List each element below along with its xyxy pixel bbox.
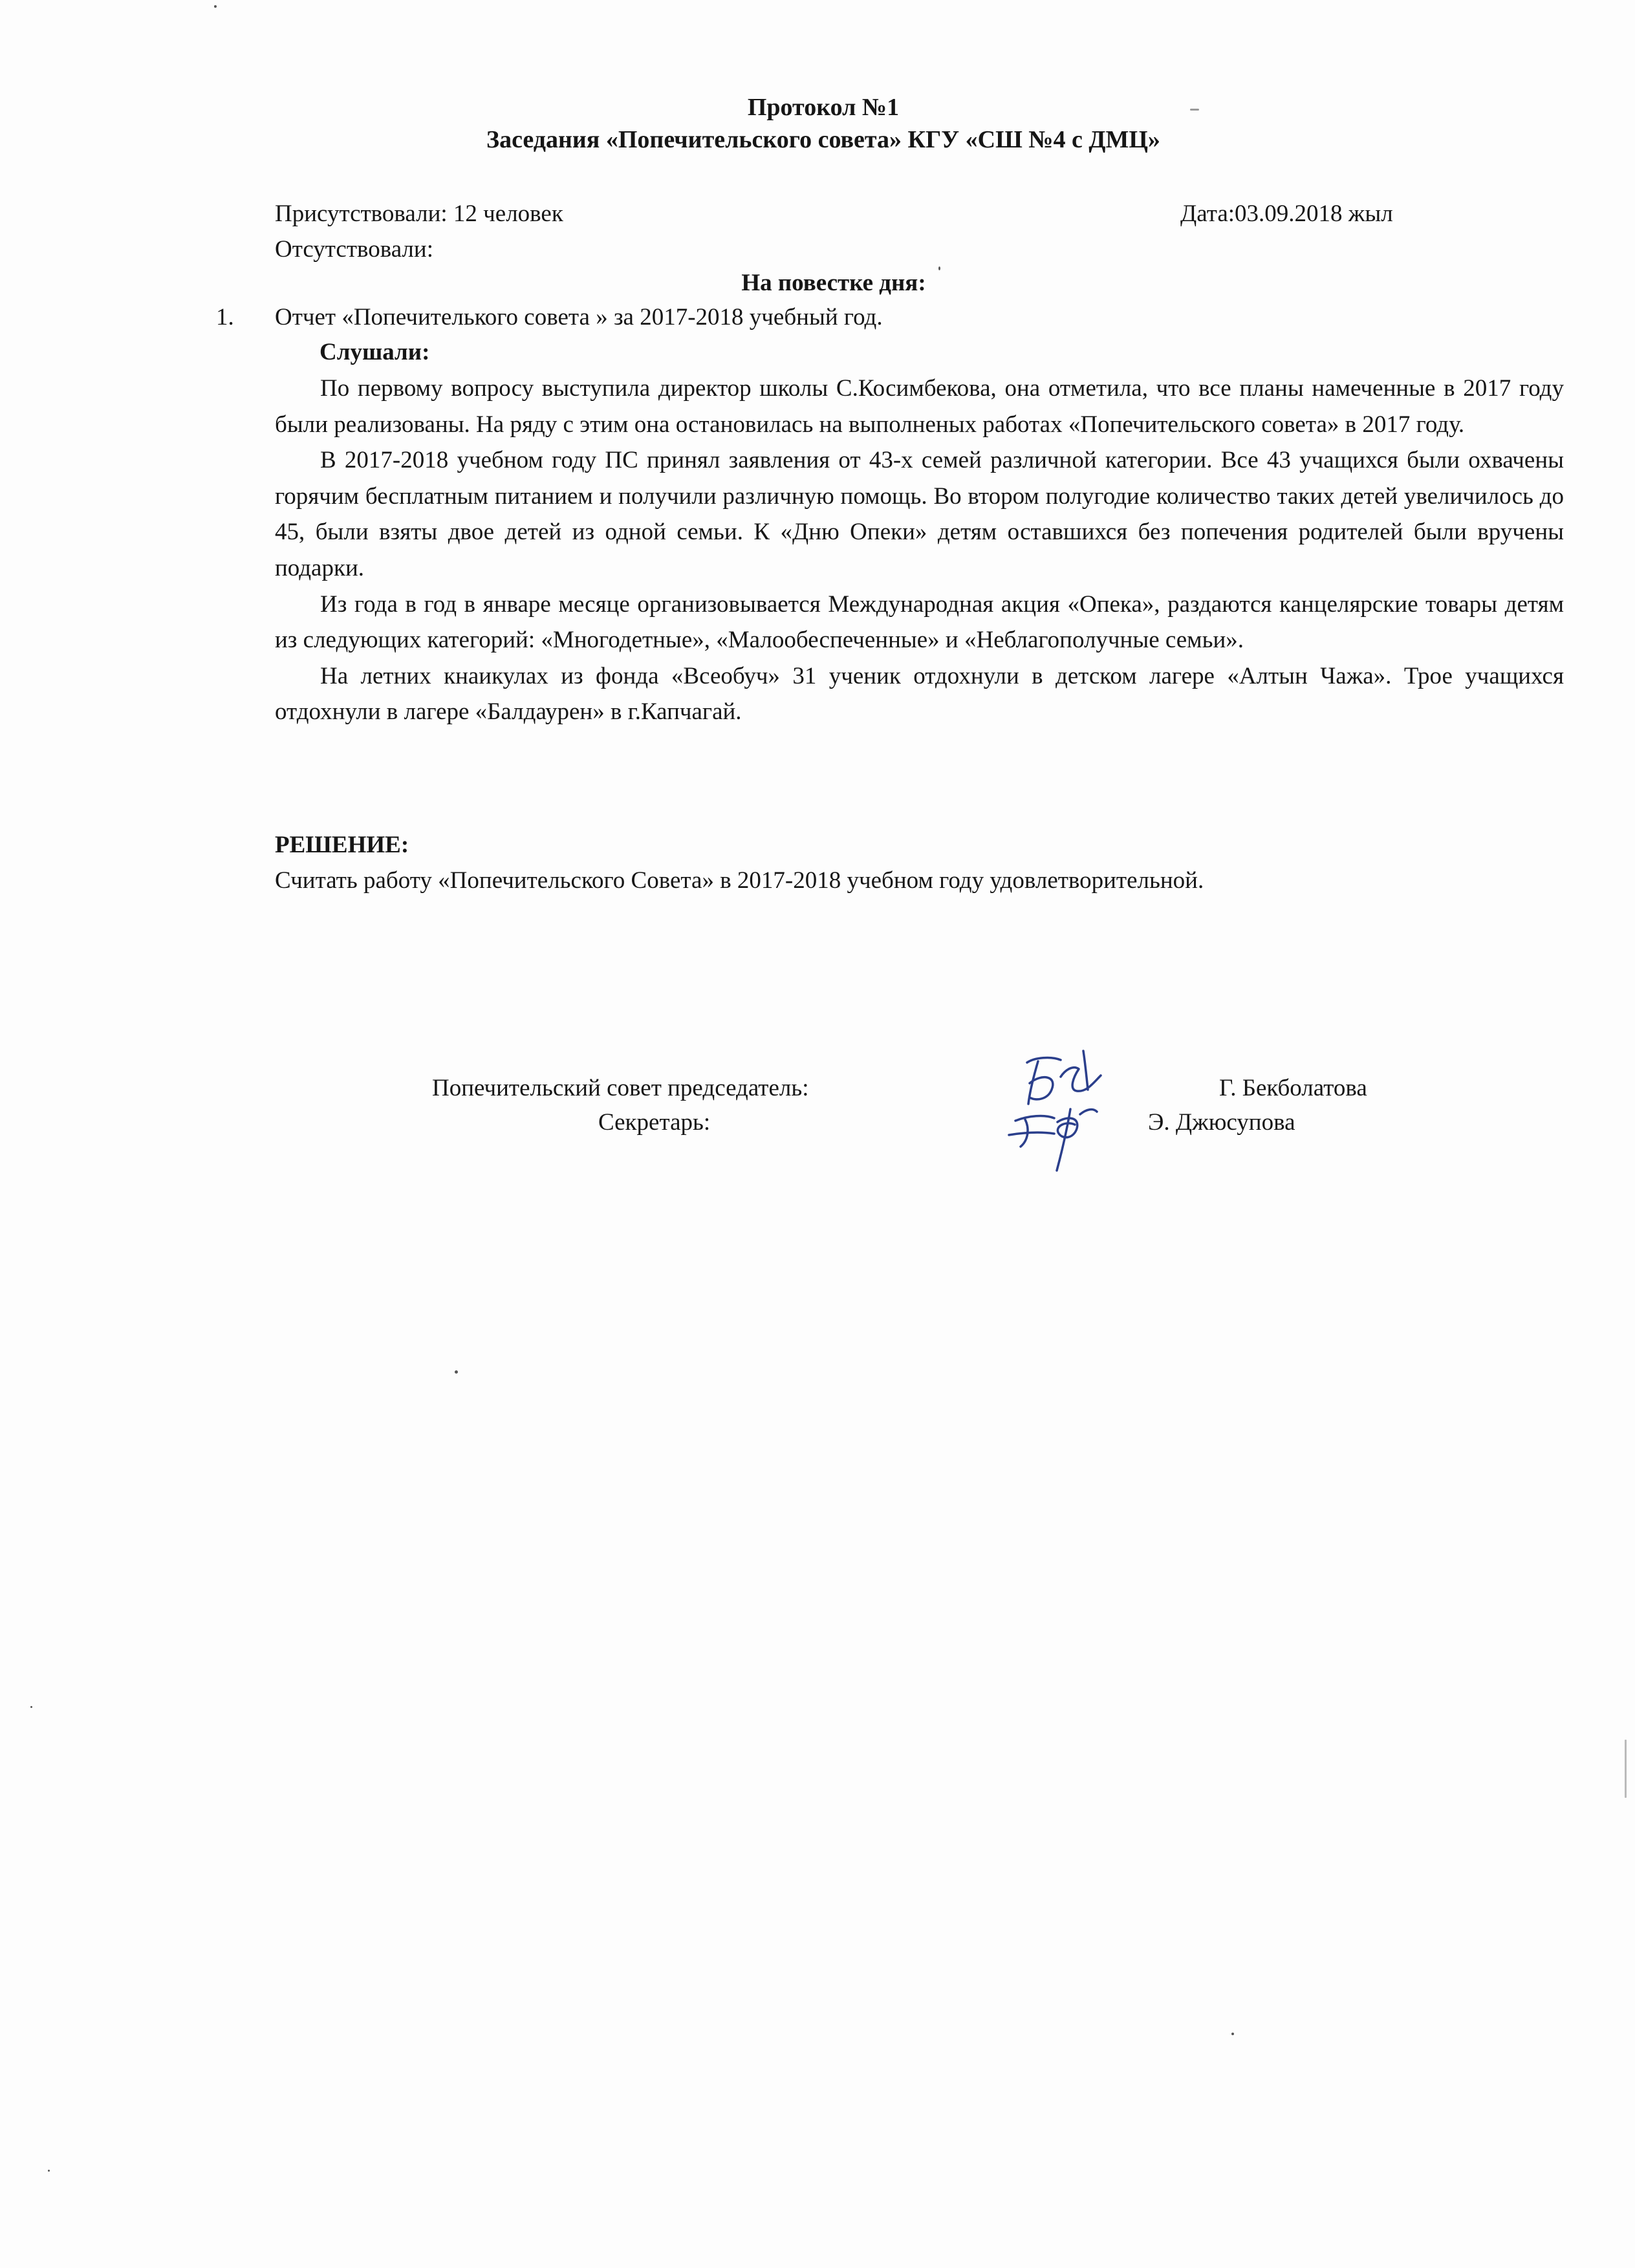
- scan-speck: [1625, 1740, 1627, 1798]
- heard-paragraph: Из года в год в январе месяце организовывается Международная акция «Опека», раздаются канцелярские товары детям из следующих категорий: «Многодетные», «Малообеспеченные» и «Неблагополучные семьи».: [275, 590, 1564, 654]
- secretary-name: Э. Джюсупова: [1148, 1109, 1295, 1136]
- chair-name: Г. Бекболатова: [1219, 1075, 1367, 1101]
- handwritten-signature: [990, 1038, 1119, 1174]
- scan-speck: [48, 2170, 50, 2172]
- heard-paragraph: По первому вопросу выступила директор школы С.Косимбекова, она отметила, что все планы намеченные в 2017 году были реализованы. На ряду с этим она остановилась на выполненых работах «Попечительского совета» в 2017 году.: [275, 375, 1564, 438]
- heard-heading: Слушали:: [319, 339, 430, 365]
- chair-role: Попечительский совет председатель:: [432, 1075, 809, 1101]
- document-title: Протокол №1: [747, 94, 900, 121]
- scan-speck: [938, 266, 940, 270]
- scan-speck: [455, 1370, 458, 1374]
- present-count: Присутствовали: 12 человек: [275, 200, 563, 227]
- document-subtitle: Заседания «Попечительского совета» КГУ «СШ №4 с ДМЦ»: [486, 126, 1160, 153]
- scan-speck: [30, 1706, 32, 1708]
- scan-speck: [1231, 2033, 1234, 2035]
- scan-speck: [214, 5, 217, 8]
- heard-body: [275, 371, 1564, 730]
- scan-speck: [1190, 109, 1199, 111]
- absent-label: Отсутствовали:: [275, 236, 433, 263]
- secretary-role: Секретарь:: [598, 1109, 711, 1136]
- agenda-heading: На повестке дня:: [741, 270, 926, 296]
- agenda-item-text: Отчет «Попечителького совета » за 2017-2018 учебный год.: [275, 304, 883, 330]
- decision-heading: РЕШЕНИЕ:: [275, 832, 409, 858]
- meeting-date: Дата:03.09.2018 жыл: [1180, 200, 1393, 227]
- agenda-item-number: 1.: [216, 304, 234, 330]
- decision-text: Считать работу «Попечительского Совета» в 2017-2018 учебном году удовлетворительной.: [275, 867, 1204, 894]
- heard-paragraph: В 2017-2018 учебном году ПС принял заявления от 43-х семей различной категории. Все 43 учащихся были охвачены горячим бесплатным питанием и получили различную помощь. Во втором полугодие количество таких детей увеличилось до 45, были взяты двое детей из одной семьи. К «Дню Опеки» детям оставшихся без попечения родителей были вручены подарки.: [275, 447, 1564, 581]
- heard-paragraph: На летних кнаикулах из фонда «Всеобуч» 31 ученик отдохнули в детском лагере «Алтын Чажа». Трое учащихся отдохнули в лагере «Балдаурен» в г.Капчагай.: [275, 662, 1564, 726]
- signature-strokes: [1009, 1051, 1101, 1171]
